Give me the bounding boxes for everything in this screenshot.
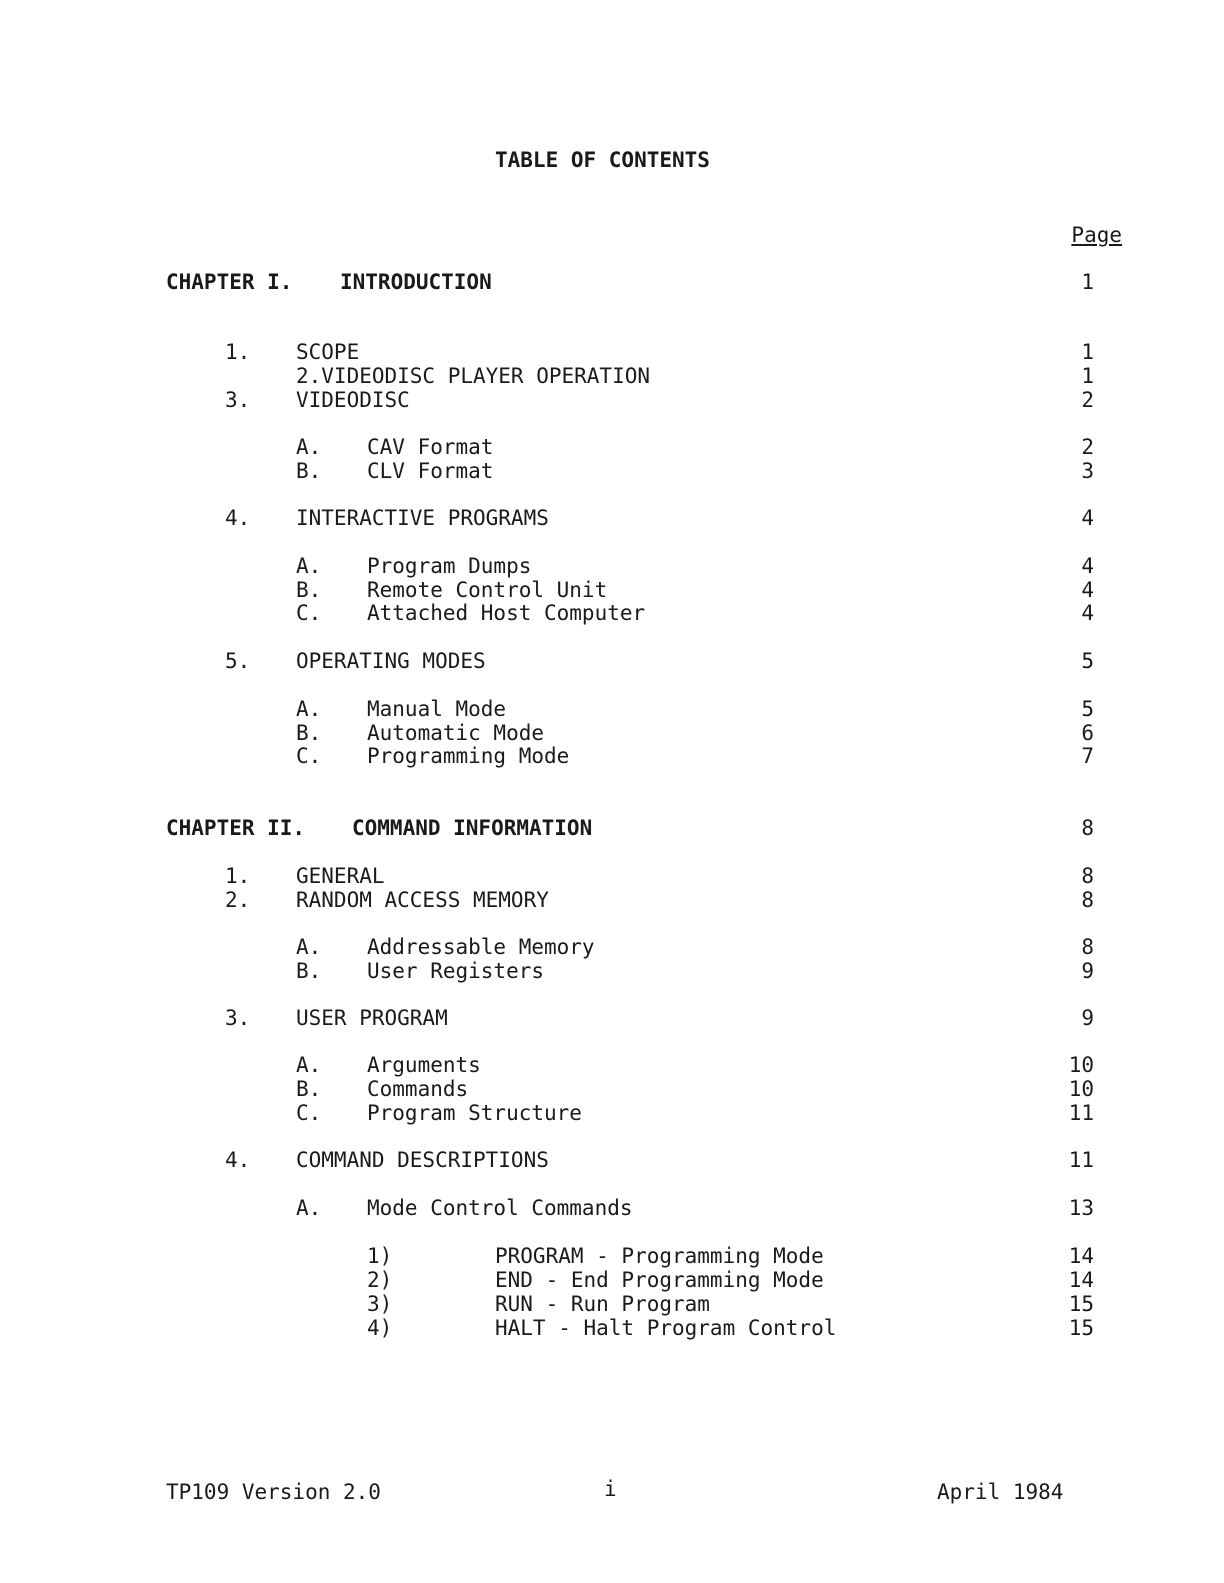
section-page: 4 — [1081, 506, 1094, 530]
subsection-page: 3 — [1081, 459, 1094, 483]
subsection-title: Arguments — [367, 1053, 481, 1077]
subsection-letter: A. — [296, 697, 322, 721]
footer-page-number: i — [604, 1477, 617, 1501]
subsection-title: Program Structure — [367, 1101, 582, 1125]
subsection-title: CAV Format — [367, 435, 494, 459]
section-title: 2.VIDEODISC PLAYER OPERATION — [296, 364, 651, 388]
subsection-letter: B. — [296, 721, 322, 745]
section-number: 4. — [225, 506, 251, 530]
section-title: GENERAL — [296, 864, 385, 888]
section-number: 3. — [225, 1006, 251, 1030]
subsection-title: Attached Host Computer — [367, 601, 646, 625]
subsection-letter: A. — [296, 1053, 322, 1077]
item-number: 2) — [367, 1268, 393, 1292]
item-title: PROGRAM - Programming Mode — [495, 1244, 824, 1268]
chapter-2-page: 8 — [1081, 816, 1094, 840]
subsection-title: Addressable Memory — [367, 935, 595, 959]
chapter-2-title: COMMAND INFORMATION — [352, 816, 593, 840]
subsection-title: Remote Control Unit — [367, 578, 608, 602]
item-number: 4) — [367, 1316, 393, 1340]
subsection-page: 10 — [1068, 1053, 1094, 1077]
subsection-letter: C. — [296, 601, 322, 625]
section-number: 4. — [225, 1148, 251, 1172]
section-number: 1. — [225, 864, 251, 888]
subsection-page: 8 — [1081, 935, 1094, 959]
subsection-title: User Registers — [367, 959, 545, 983]
section-number: 1. — [225, 340, 251, 364]
item-title: END - End Programming Mode — [495, 1268, 824, 1292]
section-number: 3. — [225, 388, 251, 412]
subsection-page: 10 — [1068, 1077, 1094, 1101]
subsection-letter: A. — [296, 935, 322, 959]
item-title: RUN - Run Program — [495, 1292, 710, 1316]
section-title: SCOPE — [296, 340, 360, 364]
page-column-header: Page — [1071, 223, 1122, 247]
section-title: INTERACTIVE PROGRAMS — [296, 506, 549, 530]
chapter-1-page: 1 — [1081, 270, 1094, 294]
subsection-title: Programming Mode — [367, 744, 570, 768]
section-page: 2 — [1081, 388, 1094, 412]
subsection-letter: C. — [296, 744, 322, 768]
subsection-letter: B. — [296, 1077, 322, 1101]
chapter-1-title: INTRODUCTION — [340, 270, 492, 294]
item-page: 15 — [1068, 1292, 1094, 1316]
subsection-page: 9 — [1081, 959, 1094, 983]
section-title: RANDOM ACCESS MEMORY — [296, 888, 549, 912]
section-title: USER PROGRAM — [296, 1006, 448, 1030]
subsection-letter: A. — [296, 1196, 322, 1220]
section-title: COMMAND DESCRIPTIONS — [296, 1148, 549, 1172]
section-number: 5. — [225, 649, 251, 673]
section-page: 8 — [1081, 864, 1094, 888]
subsection-page: 13 — [1068, 1196, 1094, 1220]
footer-document-id: TP109 Version 2.0 — [166, 1480, 381, 1504]
subsection-page: 5 — [1081, 697, 1094, 721]
section-page: 8 — [1081, 888, 1094, 912]
subsection-letter: A. — [296, 435, 322, 459]
subsection-page: 7 — [1081, 744, 1094, 768]
subsection-letter: C. — [296, 1101, 322, 1125]
subsection-title: Commands — [367, 1077, 469, 1101]
section-page: 5 — [1081, 649, 1094, 673]
subsection-letter: B. — [296, 959, 322, 983]
footer-date: April 1984 — [937, 1480, 1064, 1504]
subsection-page: 4 — [1081, 578, 1094, 602]
item-title: HALT - Halt Program Control — [495, 1316, 837, 1340]
item-page: 15 — [1068, 1316, 1094, 1340]
subsection-page: 4 — [1081, 554, 1094, 578]
subsection-title: Manual Mode — [367, 697, 507, 721]
subsection-page: 11 — [1068, 1101, 1094, 1125]
section-page: 1 — [1081, 340, 1094, 364]
subsection-title: CLV Format — [367, 459, 494, 483]
subsection-title: Mode Control Commands — [367, 1196, 633, 1220]
subsection-title: Automatic Mode — [367, 721, 545, 745]
section-page: 9 — [1081, 1006, 1094, 1030]
section-title: VIDEODISC — [296, 388, 410, 412]
chapter-2-label: CHAPTER II. — [166, 816, 306, 840]
item-number: 1) — [367, 1244, 393, 1268]
subsection-page: 4 — [1081, 601, 1094, 625]
section-title: OPERATING MODES — [296, 649, 486, 673]
subsection-letter: B. — [296, 459, 322, 483]
chapter-1-label: CHAPTER I. — [166, 270, 293, 294]
section-number: 2. — [225, 888, 251, 912]
toc-title: TABLE OF CONTENTS — [495, 148, 710, 172]
subsection-letter: B. — [296, 578, 322, 602]
subsection-title: Program Dumps — [367, 554, 532, 578]
item-page: 14 — [1068, 1268, 1094, 1292]
subsection-page: 6 — [1081, 721, 1094, 745]
section-page: 11 — [1068, 1148, 1094, 1172]
item-number: 3) — [367, 1292, 393, 1316]
section-page: 1 — [1081, 364, 1094, 388]
subsection-page: 2 — [1081, 435, 1094, 459]
item-page: 14 — [1068, 1244, 1094, 1268]
subsection-letter: A. — [296, 554, 322, 578]
